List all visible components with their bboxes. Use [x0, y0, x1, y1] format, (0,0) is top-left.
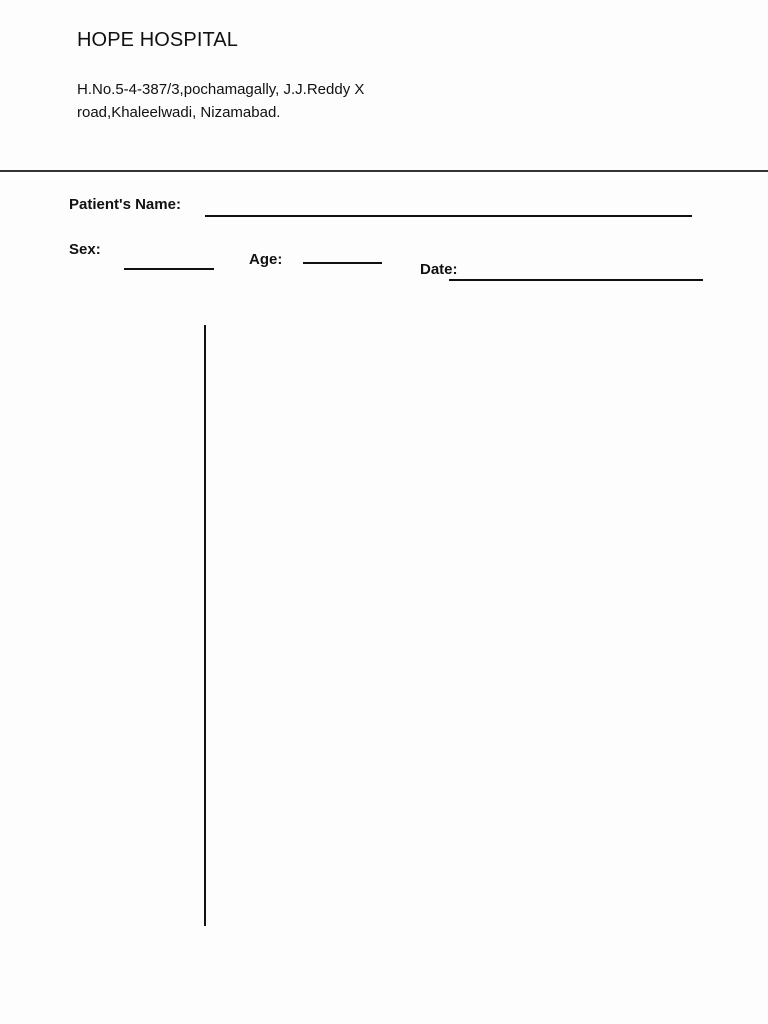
address-line-2: road,Khaleelwadi, Nizamabad.	[77, 104, 281, 121]
address-line-1: H.No.5-4-387/3,pochamagally, J.J.Reddy X	[77, 81, 365, 98]
age-field[interactable]	[303, 262, 382, 264]
patient-name-label: Patient's Name:	[69, 196, 181, 213]
sex-label: Sex:	[69, 241, 101, 258]
hospital-name: HOPE HOSPITAL	[77, 29, 238, 51]
date-label: Date:	[420, 261, 458, 278]
prescription-margin-line	[204, 325, 206, 926]
age-label: Age:	[249, 251, 283, 268]
patient-name-field[interactable]	[205, 215, 692, 217]
header-divider	[0, 170, 768, 172]
date-field[interactable]	[449, 279, 703, 281]
sex-field[interactable]	[124, 268, 214, 270]
hospital-address	[77, 78, 407, 124]
